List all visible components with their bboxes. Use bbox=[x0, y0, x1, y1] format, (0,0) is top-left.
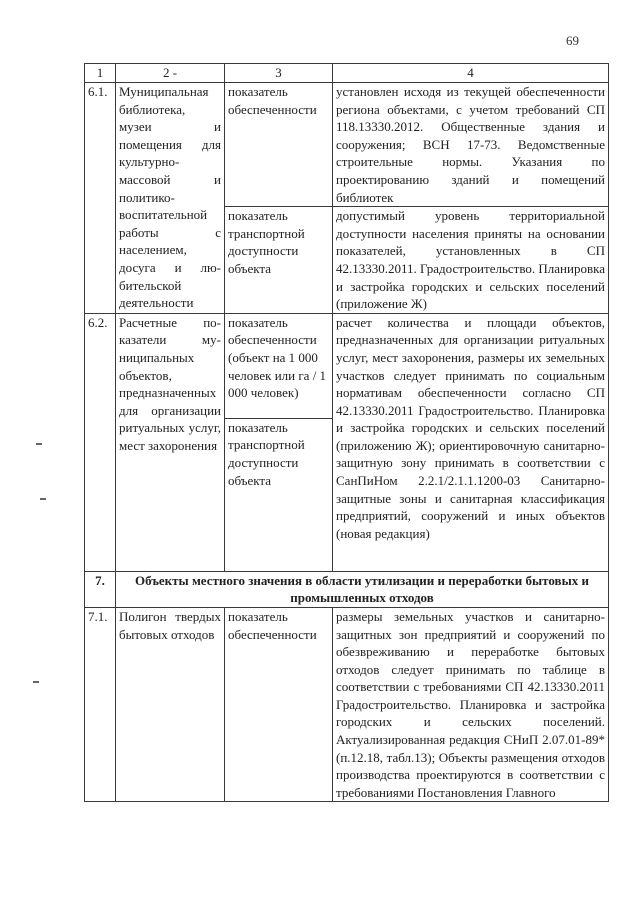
indicator-value: расчет количества и площади объектов, предназначенных для организации ритуальных услуг, мест захоронения, размеры их земельных участков следует принимать по социальным нормативам обеспеченности согласно СП 42.13330.2011 Градостроительство. Планировка и застройка городских и сельских поселений (приложению Ж); ориентировочную санитарно-защитную зону принимать в соответствии с СанПиНом 2.2.1/2.1.1.1200-03 Санитарно-защитные зоны и санитарная классификация предприятий, сооружений и иных объектов (новая редакция) bbox=[333, 313, 609, 571]
indicator-name: показатель обеспеченности bbox=[225, 607, 333, 802]
object-name: Муниципальная библиотека, музеи и помещения для культурно-массовой и политико-воспитательной работы с населением, досуга и любительской деятельности bbox=[116, 83, 225, 314]
row-number: 7.1. bbox=[85, 607, 116, 802]
scan-mark bbox=[33, 681, 39, 683]
object-name: Расчетные показатели муниципальных объектов, предназначенных для организации ритуальных услуг, мест захоронения bbox=[116, 313, 225, 571]
planning-standards-table bbox=[84, 63, 609, 802]
section-title: Объекты местного значения в области утилизации и переработки бытовых и промышленных отходов bbox=[116, 571, 609, 607]
page-number: 69 bbox=[566, 33, 579, 48]
indicator-name: показатель транспортной доступности объекта bbox=[225, 418, 333, 571]
indicator-value: установлен исходя из текущей обеспеченности региона объектами, с учетом требований СП 118.13330.2012. Общественные здания и сооружения; ВСН 17-73. Ведомственные строительные нормы. Указания по проектированию зданий и помещений библиотек bbox=[333, 83, 609, 207]
indicator-name: показатель транспортной доступности объекта bbox=[225, 207, 333, 314]
table-row-7-1 bbox=[85, 607, 609, 802]
table-row-6-2a bbox=[85, 313, 609, 418]
indicator-name: показатель обеспеченности (объект на 1 000 человек или га / 1 000 человек) bbox=[225, 313, 333, 418]
row-number: 6.2. bbox=[85, 313, 116, 571]
indicator-value: размеры земельных участков и санитарно-защитных зон предприятий и сооружений по обезвреживанию и переработке бытовых отходов следует принимать по таблице в соответствии с требованиями СП 42.13330.2011 Градостроительство. Планировка и застройка городских и сельских поселений. Актуализированная редакция СНиП 2.07.01-89* (п.12.18, табл.13); Объекты размещения отходов производства проектируются в соответствии с требованиями Постановления Главного bbox=[333, 607, 609, 802]
section-row-7 bbox=[85, 571, 609, 607]
scan-mark bbox=[40, 498, 46, 500]
header-col-1: 1 bbox=[85, 64, 116, 83]
row-number: 6.1. bbox=[85, 83, 116, 314]
table-header-row bbox=[85, 64, 609, 83]
section-number: 7. bbox=[85, 571, 116, 607]
indicator-name: показатель обеспеченности bbox=[225, 83, 333, 207]
scan-mark bbox=[36, 443, 42, 445]
table-row-6-1a bbox=[85, 83, 609, 207]
indicator-value: допустимый уровень территориальной доступности населения приняты на основании показателей, установленных в СП 42.13330.2011. Градостроительство. Планировка и застройка городских и сельских поселений (приложение Ж) bbox=[333, 207, 609, 314]
object-name: Полигон твердых бытовых отходов bbox=[116, 607, 225, 802]
header-col-4: 4 bbox=[333, 64, 609, 83]
header-col-3: 3 bbox=[225, 64, 333, 83]
header-col-2: 2 - bbox=[116, 64, 225, 83]
